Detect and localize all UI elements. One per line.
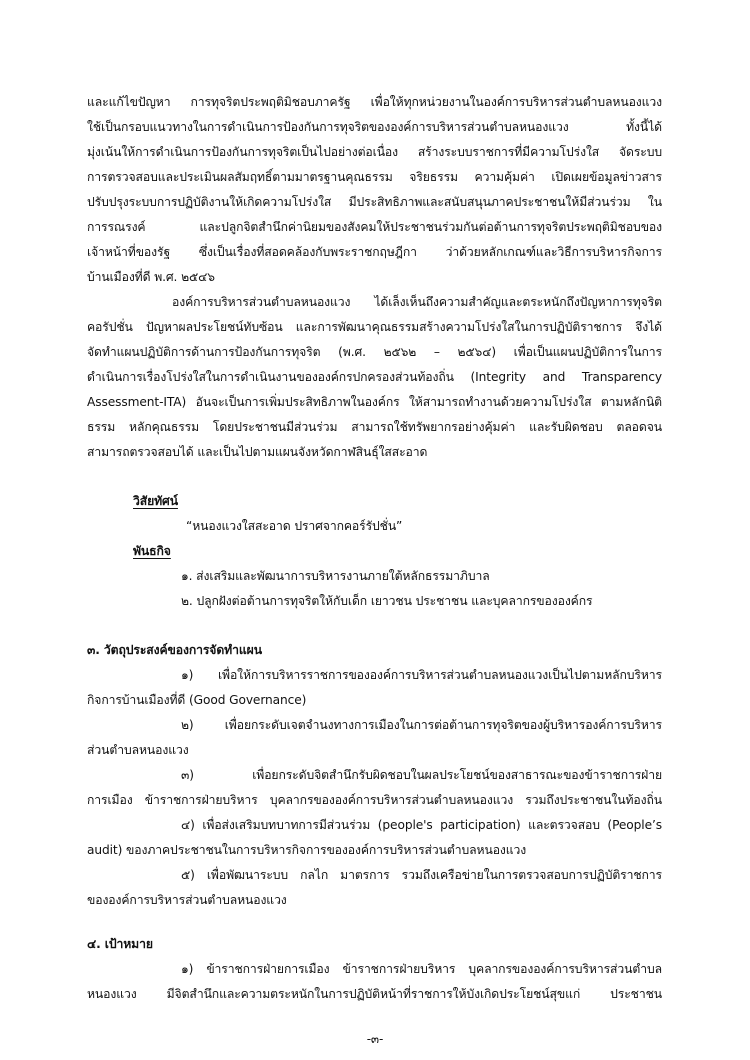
intro-line: เจ้าหน้าที่ของรัฐ ซึ่งเป็นเรื่องที่สอดคล้องกับพระราชกฤษฎีกา ว่าด้วยหลักเกณฑ์และวิธีการบริหารกิจการ	[87, 245, 662, 259]
intro-line: การตรวจสอบและประเมินผลสัมฤทธิ์ตามมาตรฐานคุณธรรม จริยธรรม ความคุ้มค่า เปิดเผยข้อมูลข่าวสาร	[87, 170, 662, 184]
para2-line: สามารถตรวจสอบได้ และเป็นไปตามแผนจังหวัดกาฬสินธุ์ใสสะอาด	[87, 445, 428, 459]
para2-line: คอรัปชั่น ปัญหาผลประโยชน์ทับซ้อน และการพัฒนาคุณธรรมสร้างความโปร่งใสในการปฏิบัติราชการ จึงได้	[87, 320, 662, 334]
intro-line: ปรับปรุงระบบการปฏิบัติงานให้เกิดความโปร่งใส มีประสิทธิภาพและสนับสนุนภาคประชาชนให้มีส่วนร่วม ใน	[87, 195, 662, 209]
objective-line: ๓) เพื่อยกระดับจิตสำนึกรับผิดชอบในผลประโยชน์ของสาธารณะของข้าราชการฝ่าย	[181, 768, 662, 782]
para2-line: องค์การบริหารส่วนตำบลหนองแวง ได้เล็งเห็นถึงความสำคัญและตระหนักถึงปัญหาการทุจริต	[172, 295, 662, 309]
mission-item: ๒. ปลูกฝังต่อต้านการทุจริตให้กับเด็ก เยาวชน ประชาชน และบุคลากรขององค์กร	[181, 594, 593, 608]
para2-line: Assessment-ITA) อันจะเป็นการเพิ่มประสิทธิภาพในองค์กร ให้สามารถทำงานด้วยความโปร่งใส ตามหลักนิติ	[87, 395, 662, 409]
vision-statement: “หนองแวงใสสะอาด ปราศจากคอร์รัปชั่น”	[186, 519, 403, 533]
objective-line: ๕) เพื่อพัฒนาระบบ กลไก มาตรการ รวมถึงเครือข่ายในการตรวจสอบการปฏิบัติราชการ	[181, 868, 662, 882]
para2-line: จัดทำแผนปฏิบัติการด้านการป้องกันการทุจริต (พ.ศ. ๒๕๖๒ – ๒๕๖๔) เพื่อเป็นแผนปฏิบัติการในการ	[87, 345, 662, 359]
objectives-heading: ๓. วัตถุประสงค์ของการจัดทำแผน	[87, 643, 262, 657]
objective-line: ส่วนตำบลหนองแวง	[87, 743, 189, 757]
intro-line: บ้านเมืองที่ดี พ.ศ. ๒๕๔๖	[87, 270, 215, 284]
mission-item: ๑. ส่งเสริมและพัฒนาการบริหารงานภายใต้หลักธรรมาภิบาล	[181, 569, 490, 583]
target-line: หนองแวง มีจิตสำนึกและความตระหนักในการปฏิบัติหน้าที่ราชการให้บังเกิดประโยชน์สุขแก่ ประชาชน	[87, 987, 662, 1001]
objective-line: ๒) เพื่อยกระดับเจตจำนงทางการเมืองในการต่อต้านการทุจริตของผู้บริหารองค์การบริหาร	[181, 718, 662, 732]
objective-line: ๔) เพื่อส่งเสริมบทบาทการมีส่วนร่วม (people's participation) และตรวจสอบ (People’s	[181, 818, 662, 832]
target-line: ๑) ข้าราชการฝ่ายการเมือง ข้าราชการฝ่ายบริหาร บุคลากรขององค์การบริหารส่วนตำบล	[181, 962, 662, 976]
intro-line: การรณรงค์ และปลูกจิตสำนึกค่านิยมของสังคมให้ประชาชนร่วมกันต่อต้านการทุจริตประพฤติมิชอบของ	[87, 220, 662, 234]
para2-line: ดำเนินการเรื่องโปร่งใสในการดำเนินงานขององค์กรปกครองส่วนท้องถิ่น (Integrity and Transparency	[87, 370, 662, 384]
intro-line: ใช้เป็นกรอบแนวทางในการดำเนินการป้องกันการทุจริตขององค์การบริหารส่วนตำบลหนองแวง ทั้งนี้ได้	[87, 120, 662, 134]
objective-line: audit) ของภาคประชาชนในการบริหารกิจการขององค์การบริหารส่วนตำบลหนองแวง	[87, 843, 527, 857]
objective-line: ขององค์การบริหารส่วนตำบลหนองแวง	[87, 893, 287, 907]
objective-line: ๑) เพื่อให้การบริหารราชการขององค์การบริหารส่วนตำบลหนองแวงเป็นไปตามหลักบริหาร	[181, 668, 662, 682]
targets-heading: ๔. เป้าหมาย	[87, 937, 153, 951]
vision-heading: วิสัยทัศน์	[133, 494, 178, 508]
intro-line: และแก้ไขปัญหา การทุจริตประพฤติมิชอบภาครัฐ เพื่อให้ทุกหน่วยงานในองค์การบริหารส่วนตำบลหนองแวง	[87, 95, 662, 109]
objective-line: กิจการบ้านเมืองที่ดี (Good Governance)	[87, 693, 307, 707]
para2-line: ธรรม หลักคุณธรรม โดยประชาชนมีส่วนร่วม สามารถใช้ทรัพยากรอย่างคุ้มค่า และรับผิดชอบ ตลอดจน	[87, 420, 662, 434]
intro-line: มุ่งเน้นให้การดำเนินการป้องกันการทุจริตเป็นไปอย่างต่อเนื่อง สร้างระบบราชการที่มีความโปร่งใส จัดระบบ	[87, 145, 662, 159]
mission-heading: พันธกิจ	[133, 544, 171, 558]
objective-line: การเมือง ข้าราชการฝ่ายบริหาร บุคลากรขององค์การบริหารส่วนตำบลหนองแวง รวมถึงประชาชนในท้องถิ่น	[87, 793, 662, 807]
page-number: -๓-	[366, 1032, 384, 1046]
